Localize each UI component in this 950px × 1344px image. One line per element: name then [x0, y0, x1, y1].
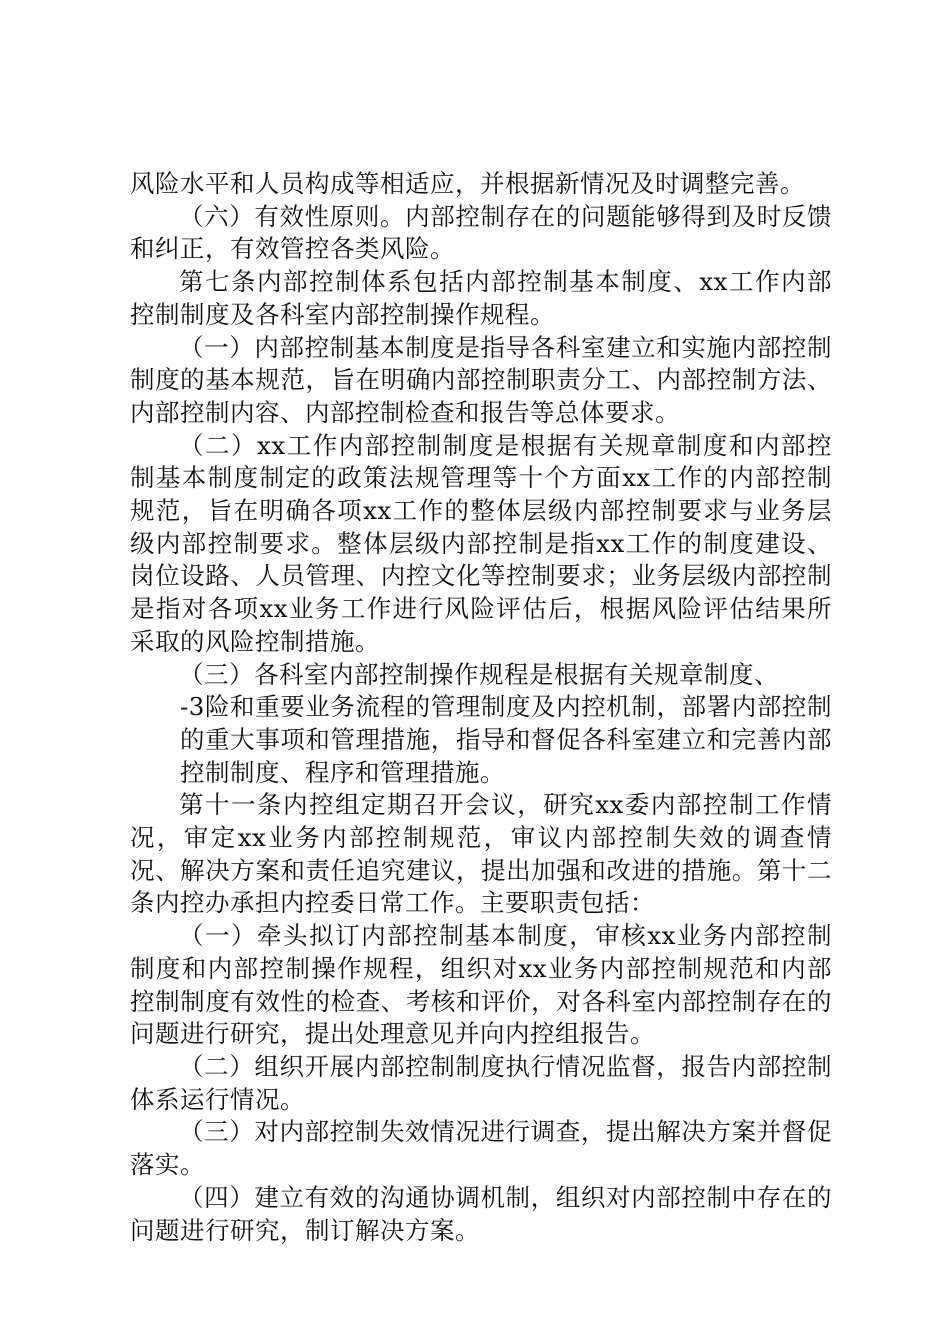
paragraph-12: （四）建立有效的沟通协调机制，组织对内部控制中存在的问题进行研究，制订解决方案。	[130, 1182, 832, 1245]
paragraph-7: -3险和重要业务流程的管理制度及内控机制，部署内部控制的重大事项和管理措施，指导和督促各科室建立和完善内部控制制度、程序和管理措施。	[180, 692, 832, 787]
paragraph-2: （六）有效性原则。内部控制存在的问题能够得到及时反馈和纠正，有效管控各类风险。	[130, 201, 832, 264]
paragraph-9: （一）牵头拟订内部控制基本制度，审核xx业务内部控制制度和内部控制操作规程，组织对xx业务内部控制规范和内部控制制度有效性的检查、考核和评价，对各科室内部控制存在的问题进行研究，提出处理意见并向内控组报告。	[130, 921, 832, 1049]
paragraph-10: （二）组织开展内部控制制度执行情况监督，报告内部控制体系运行情况。	[130, 1051, 832, 1114]
paragraph-6: （三）各科室内部控制操作规程是根据有关规章制度、	[179, 659, 779, 689]
paragraph-11: （三）对内部控制失效情况进行调查，提出解决方案并督促落实。	[130, 1117, 832, 1180]
paragraph-1: 风险水平和人员构成等相适应，并根据新情况及时调整完善。	[130, 169, 805, 198]
paragraph-4: （一）内部控制基本制度是指导各科室建立和实施内部控制制度的基本规范，旨在明确内部控制职责分工、内部控制方法、内部控制内容、内部控制检查和报告等总体要求。	[130, 332, 832, 427]
paragraph-3: 第七条内部控制体系包括内部控制基本制度、xx工作内部控制制度及各科室内部控制操作规程。	[130, 267, 832, 329]
paragraph-8: 第十一条内控组定期召开会议，研究xx委内部控制工作情况，审定xx业务内部控制规范，审议内部控制失效的调查情况、解决方案和责任追究建议，提出加强和改进的措施。第十二条内控办承担内控委日常工作。主要职责包括：	[130, 790, 832, 918]
paragraph-5: （二）xx工作内部控制制度是根据有关规章制度和内部控制基本制度制定的政策法规管理等十个方面xx工作的内部控制规范，旨在明确各项xx工作的整体层级内部控制要求与业务层级内部控制要求。整体层级内部控制是指xx工作的制度建设、岗位设路、人员管理、内控文化等控制要求；业务层级内部控制是指对各项xx业务工作进行风险评估后，根据风险评估结果所采取的风险控制措施。	[130, 430, 832, 656]
document-body	[130, 168, 832, 1247]
